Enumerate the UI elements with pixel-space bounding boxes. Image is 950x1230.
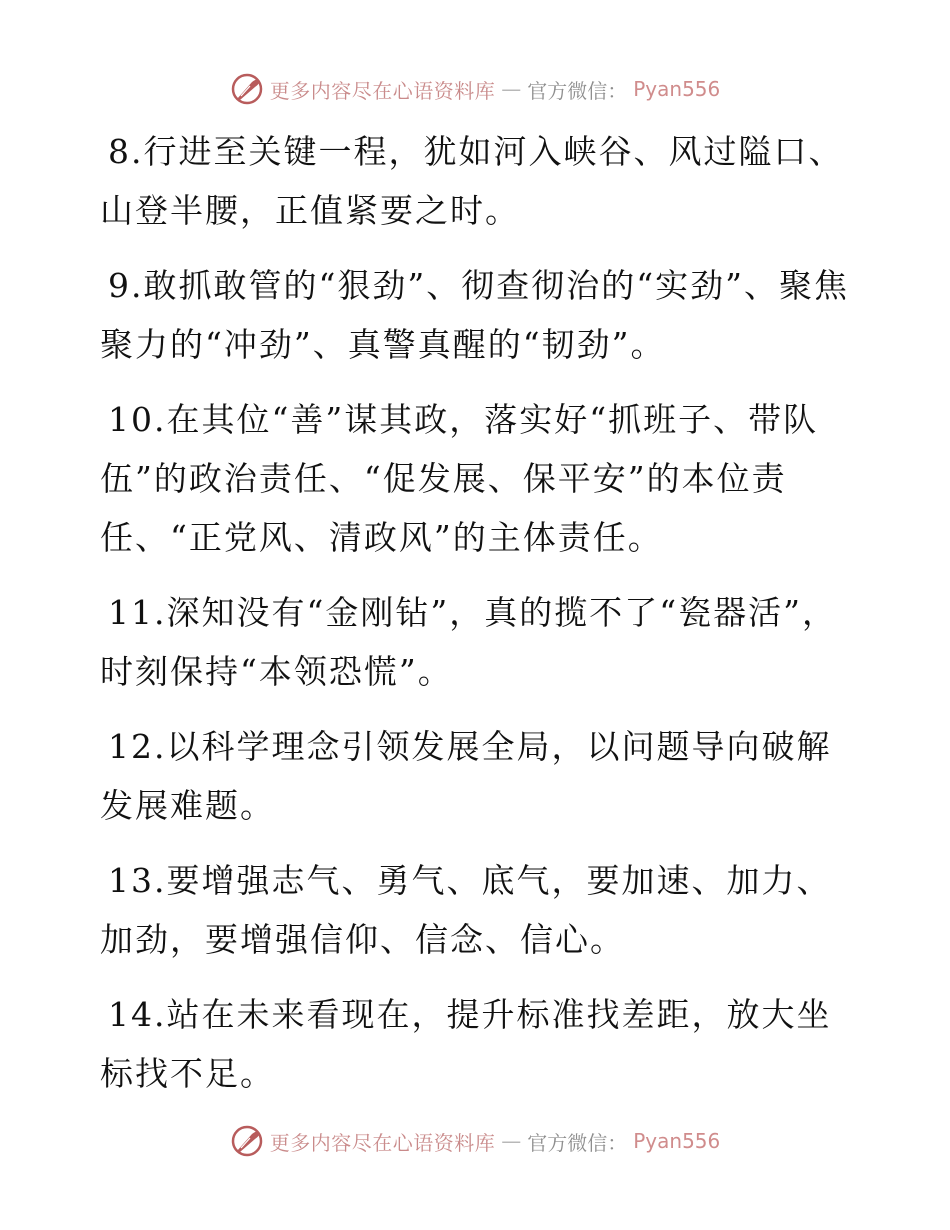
paragraph-8: [100, 122, 860, 240]
paragraph-11: [100, 583, 860, 701]
banner-wechat-id: Pyan556: [633, 77, 721, 101]
banner-wechat-id: Pyan556: [633, 1129, 721, 1153]
paragraph-text: 敢抓敢管的“狠劲”、彻查彻治的“实劲”、聚焦聚力的“冲劲”、真警真醒的“韧劲”。: [100, 266, 849, 364]
banner-label: 官方微信：: [527, 78, 628, 103]
paragraph-number: 11.: [108, 593, 167, 632]
quill-pen-circle-icon: [230, 72, 264, 106]
paragraph-12: [100, 717, 860, 835]
paragraph-13: [100, 851, 860, 969]
paragraph-10: [100, 390, 860, 567]
paragraph-text: 在其位“善”谋其政，落实好“抓班子、带队伍”的政治责任、“促发展、保平安”的本位责任、“正党风、清政风”的主体责任。: [100, 400, 819, 557]
quill-pen-circle-icon: [230, 1124, 264, 1158]
paragraph-number: 13.: [108, 861, 167, 900]
banner-separator: —: [501, 1129, 522, 1153]
paragraph-text: 深知没有“金刚钻”，真的揽不了“瓷器活”，时刻保持“本领恐慌”。: [100, 593, 837, 691]
paragraph-number: 10.: [108, 400, 167, 439]
document-body: [100, 122, 860, 1119]
paragraph-text: 以科学理念引领发展全局，以问题导向破解发展难题。: [100, 727, 832, 825]
banner-separator: —: [501, 77, 522, 101]
paragraph-text: 要增强志气、勇气、底气，要加速、加力、加劲，要增强信仰、信念、信心。: [100, 861, 832, 959]
paragraph-number: 9.: [108, 266, 144, 305]
paragraph-number: 12.: [108, 727, 167, 766]
paragraph-text: 站在未来看现在，提升标准找差距，放大坐标找不足。: [100, 995, 832, 1093]
paragraph-number: 14.: [108, 995, 167, 1034]
header-banner: [0, 72, 950, 106]
paragraph-9: [100, 256, 860, 374]
paragraph-text: 行进至关键一程，犹如河入峡谷、风过隘口、山登半腰，正值紧要之时。: [100, 132, 844, 230]
banner-text: 更多内容尽在心语资料库: [269, 78, 496, 103]
paragraph-14: [100, 985, 860, 1103]
footer-banner: [0, 1124, 950, 1158]
banner-text: 更多内容尽在心语资料库: [269, 1130, 496, 1155]
banner-label: 官方微信：: [527, 1130, 628, 1155]
paragraph-number: 8.: [108, 132, 144, 171]
